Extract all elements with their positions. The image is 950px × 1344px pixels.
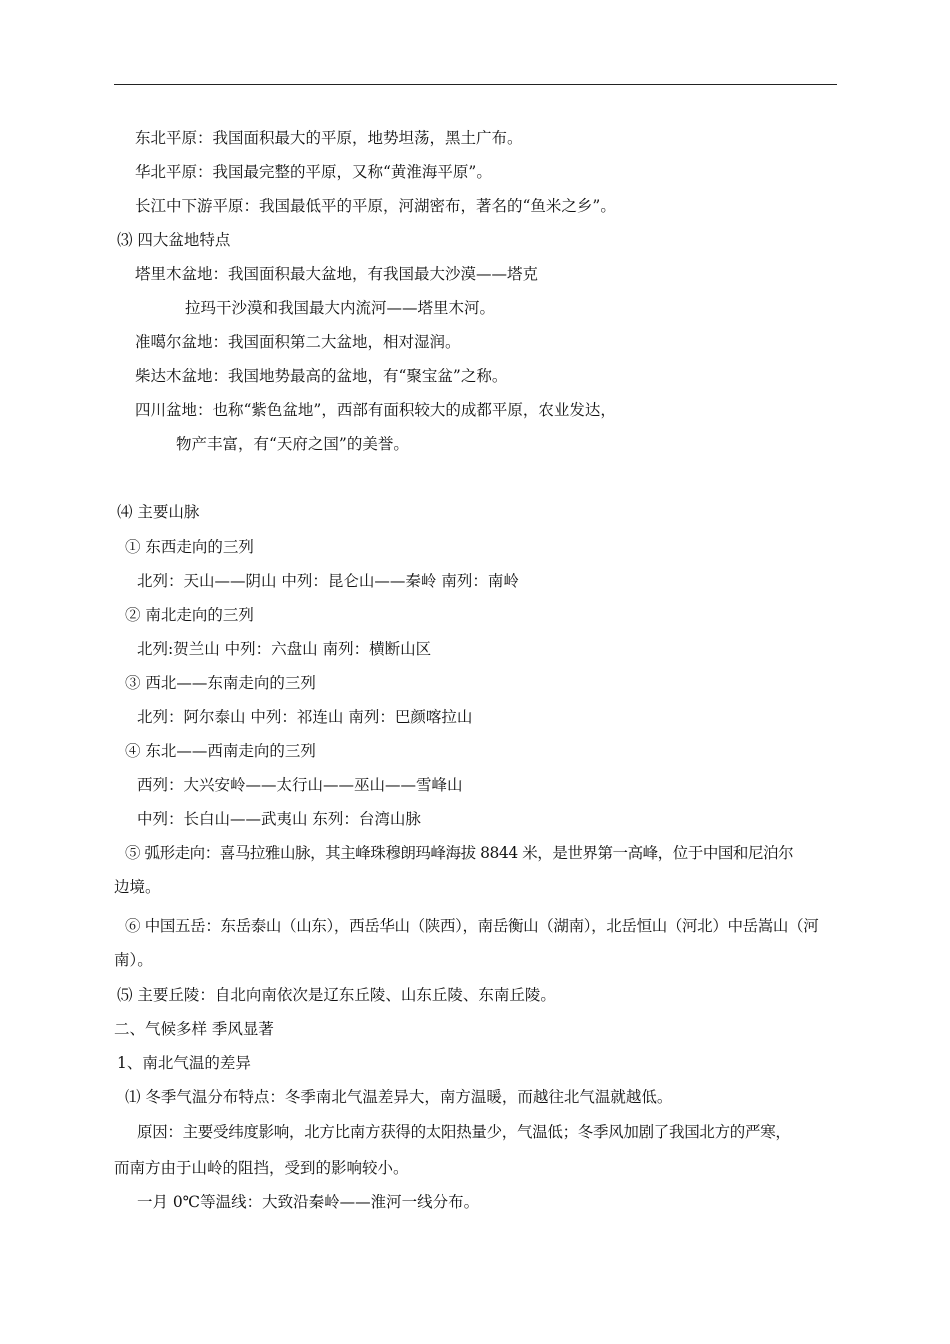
list-item: ⑤ 弧形走向：喜马拉雅山脉，其主峰珠穆朗玛峰海拔 8844 米，是世界第一高峰，位于中国和尼泊尔 xyxy=(125,844,794,862)
section-heading: ⑸ 主要丘陵：自北向南依次是辽东丘陵、山东丘陵、东南丘陵。 xyxy=(117,986,556,1004)
header-rule xyxy=(114,84,837,85)
text-line: 东北平原：我国面积最大的平原，地势坦荡，黑土广布。 xyxy=(135,129,523,147)
text-line: 西列：大兴安岭——太行山——巫山——雪峰山 xyxy=(137,776,463,794)
text-line: ⑴ 冬季气温分布特点：冬季南北气温差异大，南方温暖，而越往北气温就越低。 xyxy=(125,1088,673,1106)
text-line: 一月 0℃等温线：大致沿秦岭——淮河一线分布。 xyxy=(137,1193,480,1211)
chapter-heading: 二、气候多样 季风显著 xyxy=(114,1020,274,1038)
text-line: 北列:贺兰山 中列：六盘山 南列：横断山区 xyxy=(137,640,432,658)
text-line: 北列：阿尔泰山 中列：祁连山 南列：巴颜喀拉山 xyxy=(137,708,473,726)
section-heading: ⑷ 主要山脉 xyxy=(117,503,200,521)
text-line: 原因：主要受纬度影响，北方比南方获得的太阳热量少，气温低；冬季风加剧了我国北方的严寒， xyxy=(137,1123,791,1141)
text-line: 华北平原：我国最完整的平原，又称“黄淮海平原”。 xyxy=(135,163,492,181)
text-line: 四川盆地：也称“紫色盆地”，西部有面积较大的成都平原，农业发达， xyxy=(135,401,616,419)
list-item: ① 东西走向的三列 xyxy=(125,538,254,556)
section-heading: ⑶ 四大盆地特点 xyxy=(117,231,231,249)
text-line: 物产丰富，有“天府之国”的美誉。 xyxy=(176,435,409,453)
text-line: 准噶尔盆地：我国面积第二大盆地，相对湿润。 xyxy=(135,333,461,351)
text-line: 边境。 xyxy=(114,878,161,896)
text-line: 拉玛干沙漠和我国最大内流河——塔里木河。 xyxy=(185,299,496,317)
text-line: 南）。 xyxy=(114,951,153,969)
text-line: 中列：长白山——武夷山 东列：台湾山脉 xyxy=(137,810,421,828)
section-heading: 1、南北气温的差异 xyxy=(117,1054,251,1072)
list-item: ⑥ 中国五岳：东岳泰山（山东），西岳华山（陕西），南岳衡山（湖南），北岳恒山（河北）中岳嵩山（河 xyxy=(125,917,819,935)
text-line: 塔里木盆地：我国面积最大盆地，有我国最大沙漠——塔克 xyxy=(135,265,539,283)
list-item: ② 南北走向的三列 xyxy=(125,606,254,624)
text-line: 而南方由于山岭的阻挡，受到的影响较小。 xyxy=(114,1159,409,1177)
list-item: ③ 西北——东南走向的三列 xyxy=(125,674,316,692)
text-line: 柴达木盆地：我国地势最高的盆地，有“聚宝盆”之称。 xyxy=(135,367,508,385)
list-item: ④ 东北——西南走向的三列 xyxy=(125,742,316,760)
text-line: 长江中下游平原：我国最低平的平原，河湖密布，著名的“鱼米之乡”。 xyxy=(135,197,616,215)
text-line: 北列：天山——阴山 中列：昆仑山——秦岭 南列：南岭 xyxy=(137,572,519,590)
